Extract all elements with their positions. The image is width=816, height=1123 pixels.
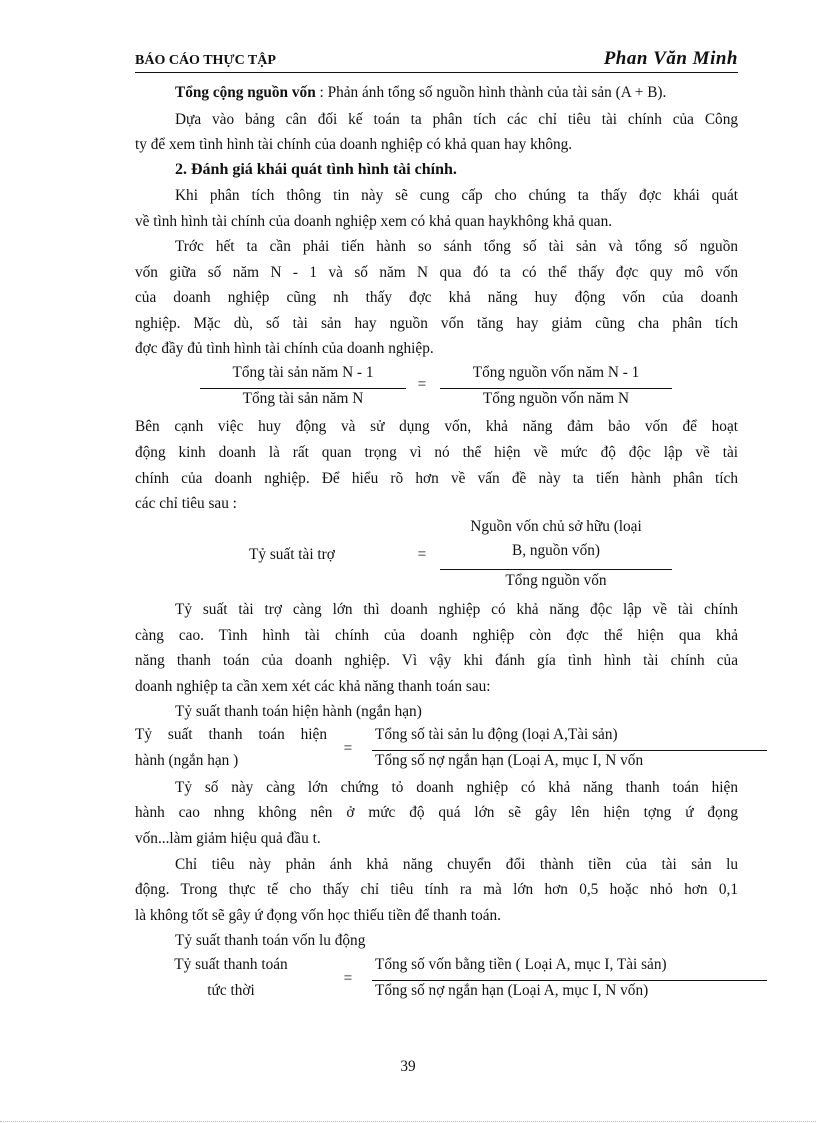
body-line: năng thanh toán của doanh nghiệp. Vì vậy khi đánh gía tình hình tài chính của [135,652,738,669]
body-line: Tỷ suất tài trợ càng lớn thì doanh nghiệp có khả năng độc lập về tài chính [175,601,738,618]
body-line: hành cao nhng không nên ở mức độ quá lớn sẽ gây lên hiện tợng ứ đọng [135,804,738,821]
body-line: vốn...làm giảm hiệu quả đầu t. [135,830,321,847]
body-line: doanh nghiệp ta cần xem xét các khả năng thanh toán sau: [135,678,491,695]
page-number: 39 [400,1058,416,1075]
formula4-label-line1: Tỷ suất thanh toán [174,956,288,973]
body-line: vốn giữa số năm N - 1 và số năm N qua đó ta có thể thấy đợc quy mô vốn [135,264,738,281]
formula2-label: Tỷ suất tài trợ [249,546,335,563]
formula3-label-line2: hành (ngắn hạn ) [135,752,239,769]
formula4-label-line2: tức thời [207,982,255,999]
body-line: Dựa vào bảng cân đối kế toán ta phân tích các chỉ tiêu tài chính của Công [175,111,738,128]
body-line: về tình hình tài chính của doanh nghiệp xem có khả quan haykhông khả quan. [135,213,613,230]
equals-sign: = [343,740,353,757]
body-line: của doanh nghiệp cũng nh thấy đợc khả năng huy động vốn của doanh [135,289,738,306]
section-heading: 2. Đánh giá khái quát tình hình tài chính. [175,161,457,178]
paragraph-total-capital [135,82,738,104]
formula1-right-denominator: Tổng nguồn vốn năm N [482,390,630,407]
body-line: nghiệp. Mặc dù, số tài sản hay nguồn vốn tăng hay giảm cũng cha phân tích [135,315,738,332]
body-line: đợc đầy đủ tình hình tài chính của doanh nghiệp. [135,340,434,357]
body-line: Bên cạnh việc huy động và sử dụng vốn, khả năng đảm bảo vốn để hoạt [135,418,738,435]
body-line: là không tốt sẽ gây ứ đọng vốn học thiếu tiền để thanh toán. [135,907,501,924]
fraction-bar [440,569,672,570]
fraction-bar [200,388,406,389]
fraction-bar [440,388,672,389]
subheading-current-ratio: Tỷ suất thanh toán hiện hành (ngắn hạn) [175,703,422,720]
fraction-bar [372,980,767,981]
formula2-numerator-line2: B, nguồn vốn) [512,542,600,559]
body-line: các chỉ tiêu sau : [135,495,237,512]
body-line: động. Trong thực tế cho thấy chỉ tiêu tính ra mà lớn hơn 0,5 hoặc nhỏ hơn 0,1 [135,881,738,898]
formula1-left-denominator: Tổng tài sản năm N [242,390,364,407]
equals-sign: = [417,546,427,563]
formula4-denominator: Tổng số nợ ngắn hạn (Loại A, mục I, N vốn) [375,982,649,999]
body-line: Khi phân tích thông tin này sẽ cung cấp cho chúng ta thấy đợc khái quát [175,187,738,204]
definition-total-capital: : Phản ánh tổng số nguồn hình thành của tài sản (A + B). [315,84,667,101]
term-total-capital: Tổng cộng nguồn vốn [175,84,316,101]
body-line: Trớc hết ta cần phải tiến hành so sánh tổng số tài sản và tổng số nguồn [175,238,738,255]
formula3-denominator: Tổng số nợ ngắn hạn (Loại A, mục I, N vốn [375,752,644,769]
formula1-left-numerator: Tổng tài sản năm N - 1 [232,364,374,381]
formula4-numerator: Tổng số vốn bằng tiền ( Loại A, mục I, Tài sản) [375,956,667,973]
formula3-numerator: Tổng số tài sản lu động (loại A,Tài sản) [375,726,618,743]
body-line: Tỷ số này càng lớn chứng tỏ doanh nghiệp có khả năng thanh toán hiện [175,779,738,796]
page-bottom-divider [0,1121,816,1122]
formula2-numerator-line1: Nguồn vốn chủ sở hữu (loại [470,518,642,535]
page-header [135,50,738,73]
formula1-right-numerator: Tổng nguồn vốn năm N - 1 [472,364,640,381]
body-line: càng cao. Tình hình tài chính của doanh nghiệp còn đợc thể hiện qua khả [135,627,738,644]
body-line: Chỉ tiêu này phản ánh khả năng chuyển đổi thành tiền của tài sản lu [175,856,738,873]
equals-sign: = [343,970,353,987]
report-title: BÁO CÁO THỰC TẬP [135,53,276,68]
body-line: ty để xem tình hình tài chính của doanh nghiệp có khả quan hay không. [135,136,573,153]
equals-sign: = [417,376,427,393]
author-name: Phan Văn Minh [603,48,738,69]
fraction-bar [372,750,767,751]
formula2-denominator: Tổng nguồn vốn [505,572,607,589]
body-line: động kinh doanh là rất quan trọng vì nó thể hiện về mức độ độc lập về tài [135,444,738,461]
formula3-label-line1: Tỷ suất thanh toán hiện [135,726,327,743]
body-line: chính của doanh nghiệp. Để hiểu rõ hơn về vấn đề này ta tiến hành phân tích [135,470,738,487]
subheading-working-capital-ratio: Tỷ suất thanh toán vốn lu động [175,932,366,949]
